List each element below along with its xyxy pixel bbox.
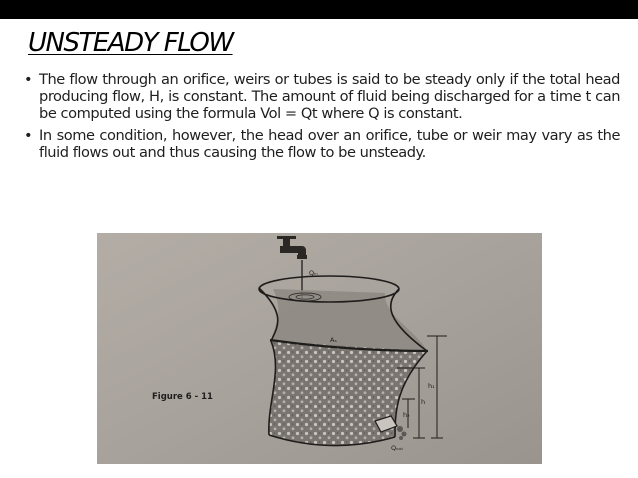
label-h1: h₁	[428, 382, 435, 390]
label-q-out: Qₒᵤₜ	[391, 444, 404, 452]
label-h: h	[421, 398, 426, 406]
figure-tank-diagram	[97, 233, 542, 464]
bullet-text: , is constant. The amount of fluid being discharged for a time	[159, 88, 586, 105]
bullet-list	[24, 71, 620, 166]
bullet-text: where Q is constant.	[317, 105, 463, 122]
top-bar	[0, 0, 638, 19]
variable-h: H	[149, 88, 160, 105]
figure-caption: Figure 6 - 11	[152, 392, 213, 402]
variable-t: t	[585, 88, 591, 105]
slide-title: UNSTEADY FLOW	[28, 28, 233, 58]
bullet-text: can be computed using the formula	[39, 88, 620, 122]
bullet-text: In some condition, however, the head over an orifice, tube or weir may vary as the fluid flows out and thus causing the flow to be unsteady.	[39, 127, 620, 161]
bullet-item-unsteady	[24, 127, 620, 161]
bullet-item-steady	[24, 71, 620, 122]
label-h2: h₂	[403, 411, 410, 419]
label-q-in: Qᵢₙ	[309, 269, 318, 277]
label-area: Aₛ	[330, 336, 337, 344]
formula: Vol = Qt	[260, 105, 318, 122]
bullet-text: The flow through an orifice, weirs or tubes is said to be steady only if the total head producing flow,	[39, 71, 620, 105]
